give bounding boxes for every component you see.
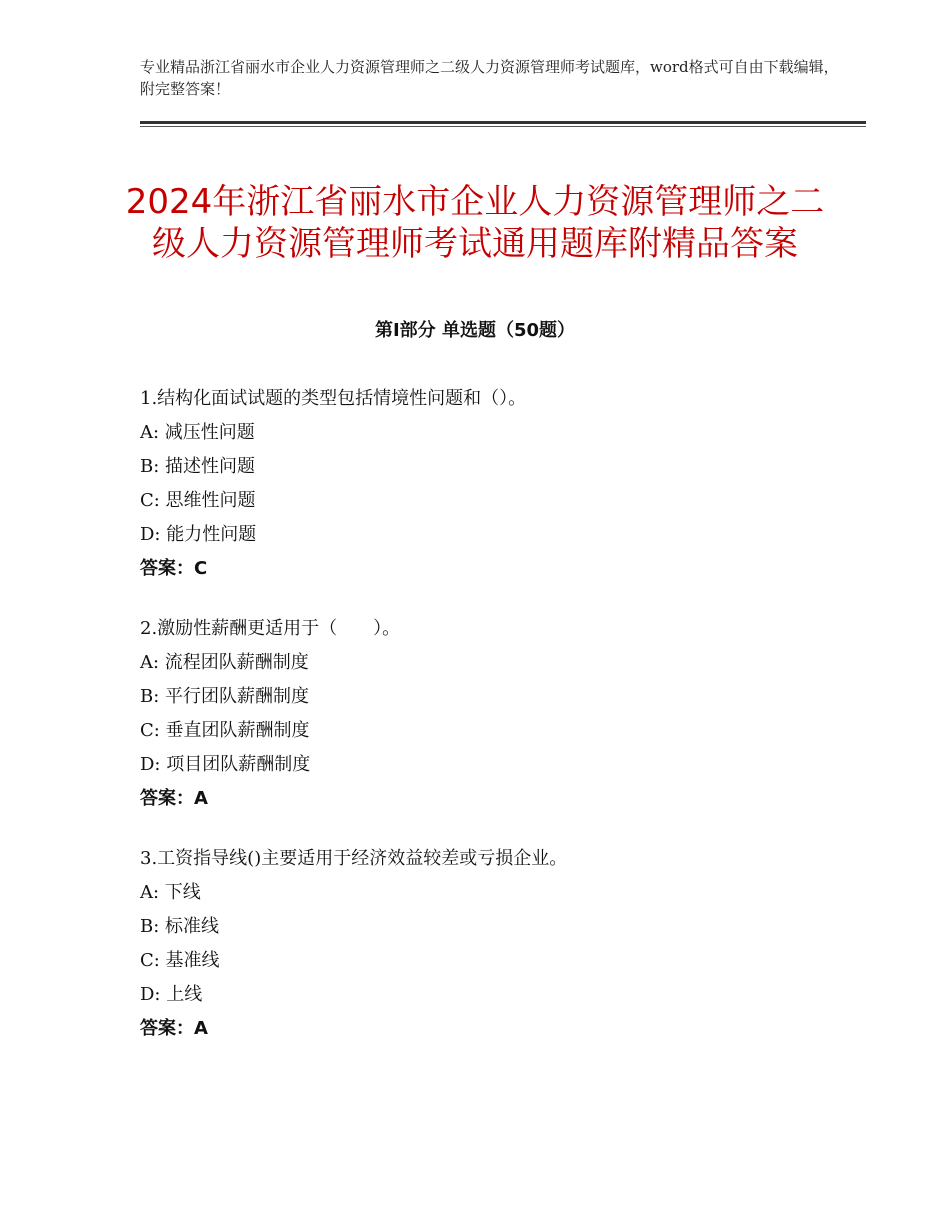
option-a: A: 下线 — [140, 882, 201, 903]
question-3 — [140, 842, 860, 1046]
option-a: A: 减压性问题 — [140, 422, 255, 443]
option-d: D: 项目团队薪酬制度 — [140, 754, 311, 775]
document-title: 2024年浙江省丽水市企业人力资源管理师之二级人力资源管理师考试通用题库附精品答案 — [125, 181, 825, 264]
answer: 答案：A — [140, 788, 208, 809]
option-b: B: 描述性问题 — [140, 456, 256, 477]
answer: 答案：C — [140, 558, 208, 579]
question-list — [140, 382, 860, 1072]
section-title: 第Ⅰ部分 单选题（50题） — [374, 320, 575, 341]
header-divider-thin — [140, 126, 866, 127]
option-c: C: 思维性问题 — [140, 490, 256, 511]
option-c: C: 垂直团队薪酬制度 — [140, 720, 310, 741]
option-b: B: 标准线 — [140, 916, 220, 937]
header-divider — [140, 121, 866, 124]
question-2 — [140, 612, 860, 816]
header-note: 专业精品浙江省丽水市企业人力资源管理师之二级人力资源管理师考试题库，word格式可自由下载编辑，附完整答案！ — [140, 58, 839, 98]
option-a: A: 流程团队薪酬制度 — [140, 652, 309, 673]
question-stem: 1.结构化面试试题的类型包括情境性问题和（）。 — [140, 388, 527, 409]
question-stem: 2.激励性薪酬更适用于（ ）。 — [140, 618, 401, 639]
option-b: B: 平行团队薪酬制度 — [140, 686, 310, 707]
question-stem: 3.工资指导线()主要适用于经济效益较差或亏损企业。 — [140, 848, 568, 869]
option-d: D: 上线 — [140, 984, 203, 1005]
option-c: C: 基准线 — [140, 950, 220, 971]
question-1 — [140, 382, 860, 586]
answer: 答案：A — [140, 1018, 208, 1039]
option-d: D: 能力性问题 — [140, 524, 257, 545]
